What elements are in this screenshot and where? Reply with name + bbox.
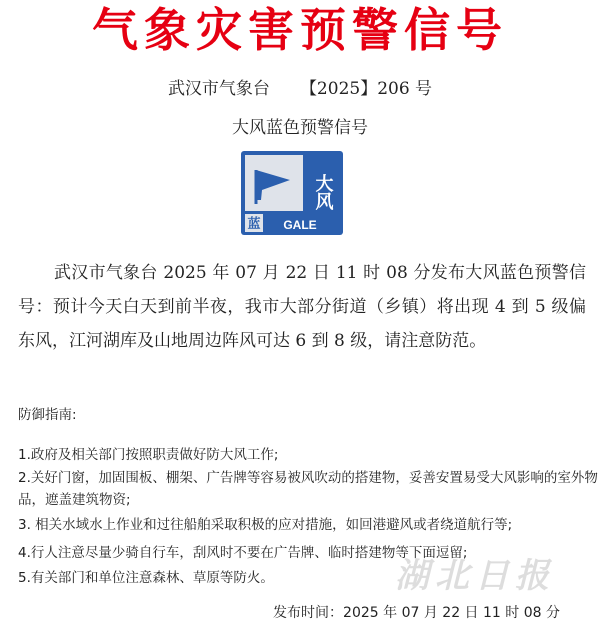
guide-title: 防御指南: xyxy=(18,407,77,423)
headline: 气象灾害预警信号 xyxy=(92,3,508,57)
signal-title: 大风蓝色预警信号 xyxy=(232,118,368,138)
issuer: 武汉市气象台 xyxy=(167,79,270,99)
document-number-line xyxy=(0,78,600,100)
publish-time: 发布时间：2025 年 07 月 22 日 11 时 08 分 xyxy=(273,605,560,621)
document-number: 【2025】206 号 xyxy=(299,79,433,99)
watermark: 湖北日报 xyxy=(395,556,555,596)
icon-color-label: 蓝 xyxy=(247,217,261,232)
warning-body: 武汉市气象台 2025 年 07 月 22 日 11 时 08 分发布大风蓝色预警信号：预计今天白天到前半夜，我市大部分街道（乡镇）将出现 4 到 5 级偏东风，江河湖库及山地周边阵风可达 6 到 8 级，请注意防范。 xyxy=(18,263,587,351)
guide-item: 1.政府及相关部门按照职责做好防大风工作; xyxy=(18,447,279,463)
guide-item: 3. 相关水域水上作业和过往船舶采取积极的应对措施，如回港避风或者绕道航行等; xyxy=(18,517,513,533)
icon-name: 大风 xyxy=(312,174,334,210)
guide-item: 2.关好门窗，加固围板、棚架、广告牌等容易被风吹动的搭建物，妥善安置易受大风影响的室外物品，遮盖建筑物资; xyxy=(18,470,598,508)
guide-item: 4.行人注意尽量少骑自行车，刮风时不要在广告牌、临时搭建物等下面逗留; xyxy=(18,545,468,561)
gale-blue-warning-icon xyxy=(240,150,344,236)
icon-en-label: GALE xyxy=(283,218,317,232)
guide-item: 5.有关部门和单位注意森林、草原等防火。 xyxy=(18,570,274,586)
